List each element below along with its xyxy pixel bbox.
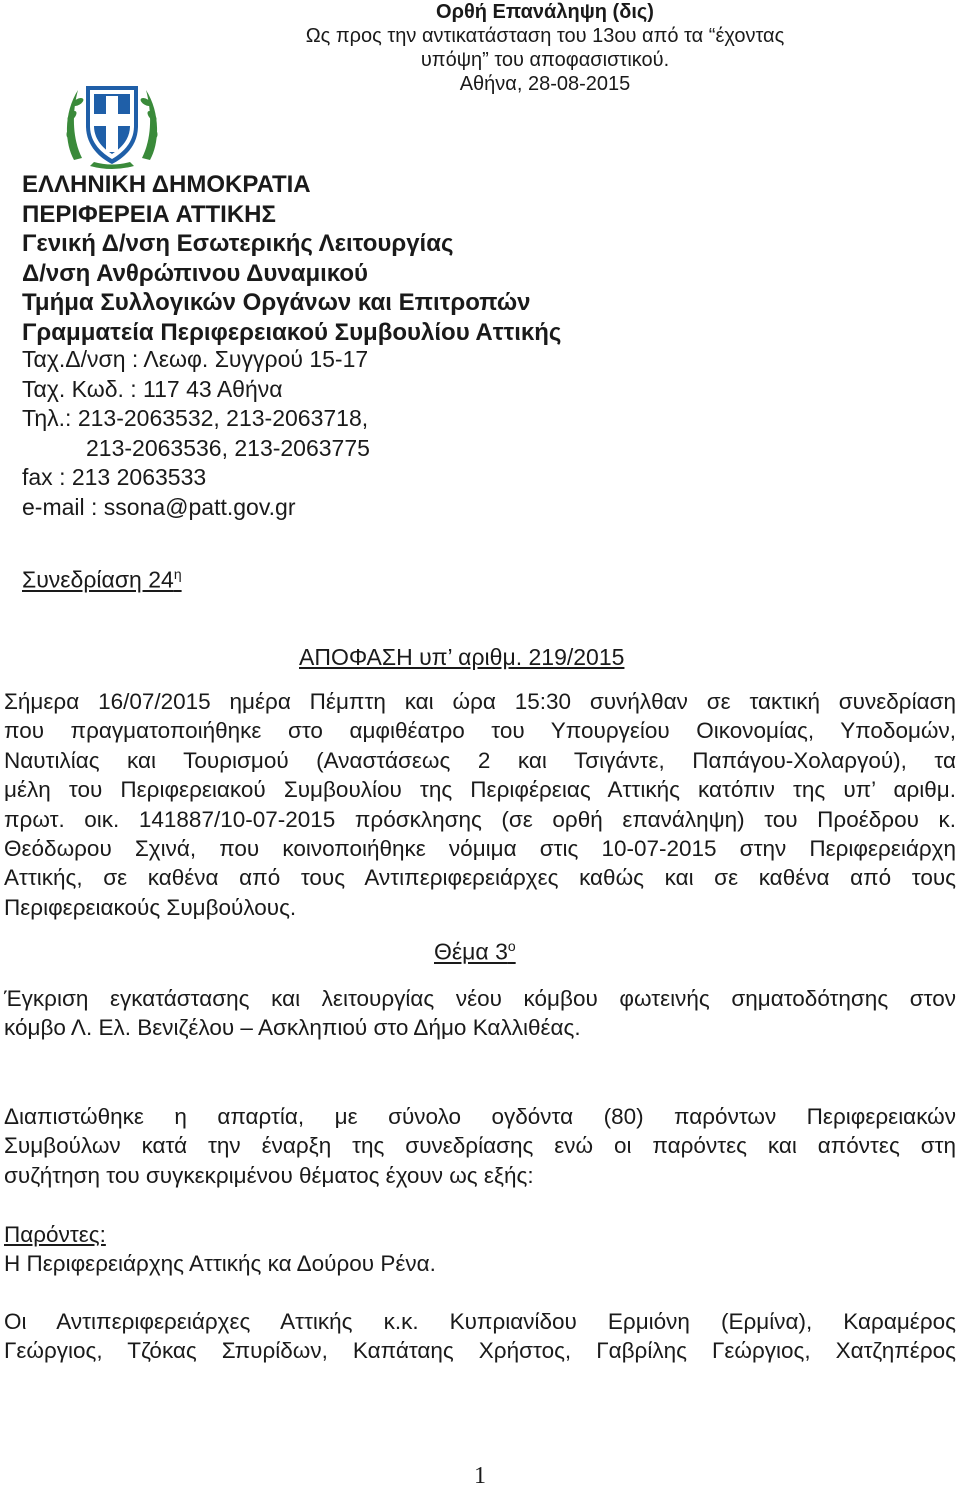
- paragraph-line: Συμβούλων κατά την έναρξη της συνεδρίασης ενώ οι παρόντες και απόντες στη: [4, 1133, 956, 1159]
- note-title: Ορθή Επανάληψη (δις): [436, 1, 654, 23]
- postal-code: Ταχ. Κωδ. : 117 43 Αθήνα: [22, 375, 283, 402]
- subject-paragraph: [4, 984, 956, 1043]
- paragraph-line: πρωτ. οικ. 141887/10-07-2015 πρόσκλησης (σε ορθή επανάληψη) του Προέδρου κ.: [4, 806, 956, 832]
- theme-sup: ο: [507, 938, 516, 954]
- email-address: e-mail : ssona@patt.gov.gr: [22, 493, 296, 520]
- fax-number: fax : 213 2063533: [22, 464, 207, 490]
- page-number: 1: [474, 1463, 486, 1489]
- contact-details: [22, 345, 370, 522]
- paragraph-line: κόμβο Λ. Ελ. Βενιζέλου – Ασκληπιού στο Δήμο Καλλιθέας.: [4, 1015, 581, 1041]
- paragraph-line: που πραγματοποιήθηκε στο αμφιθέατρο του Υπουργείου Οικονομίας, Υποδομών,: [4, 718, 956, 744]
- governor-line: Η Περιφερειάρχης Αττικής κα Δούρου Ρένα.: [4, 1251, 436, 1276]
- header-line: Γραμματεία Περιφερειακού Συμβουλίου Αττικής: [22, 318, 562, 346]
- paragraph-line: Περιφερειακούς Συμβούλους.: [4, 894, 297, 920]
- paragraph-line: Διαπιστώθηκε η απαρτία, με σύνολο ογδόντα (80) παρόντων Περιφερειακών: [4, 1104, 956, 1129]
- paragraph-line: Θεόδωρου Σχινά, που κοινοποιήθηκε νόμιμα στις 10-07-2015 στην Περιφερειάρχη: [4, 836, 956, 862]
- correction-note: [285, 0, 805, 96]
- header-line: ΠΕΡΙΦΕΡΕΙΑ ΑΤΤΙΚΗΣ: [22, 200, 276, 228]
- header-line: Τμήμα Συλλογικών Οργάνων και Επιτροπών: [22, 289, 531, 316]
- decision-title: ΑΠΟΦΑΣΗ υπ’ αριθμ. 219/2015: [299, 644, 625, 670]
- vice-governors-paragraph: [4, 1307, 956, 1366]
- phone-line-1: Τηλ.: 213-2063532, 213-2063718,: [22, 405, 369, 431]
- theme-text: Θέμα 3: [434, 938, 508, 965]
- paragraph-line: Σήμερα 16/07/2015 ημέρα Πέμπτη και ώρα 15:30 συνήλθαν σε τακτική συνεδρίαση: [4, 689, 956, 714]
- paragraph-line: Γεώργιος, Τζόκας Σπυρίδων, Καπάταης Χρήστος, Γαβρίλης Γεώργιος, Χατζηπέρος: [4, 1338, 956, 1364]
- paragraph-line: Αττικής, σε καθένα από τους Αντιπεριφερειάρχες καθώς και σε καθένα από τους: [4, 865, 956, 891]
- session-number: [22, 566, 182, 594]
- quorum-paragraph: [4, 1102, 956, 1190]
- paragraph-line: Οι Αντιπεριφερειάρχες Αττικής κ.κ. Κυπριανίδου Ερμιόνη (Ερμίνα), Καραμέρος: [4, 1309, 956, 1334]
- paragraph-line: μέλη του Περιφερειακού Συμβουλίου της Περιφέρειας Αττικής κατόπιν της υπ’ αριθμ.: [4, 777, 956, 803]
- session-text: Συνεδρίαση 24: [22, 566, 174, 593]
- paragraph-line: συζήτηση του συγκεκριμένου θέματος έχουν ως εξής:: [4, 1162, 534, 1188]
- note-line-2: υπόψη” του αποφασιστικού.: [420, 49, 670, 71]
- header-line: Γενική Δ/νση Εσωτερικής Λειτουργίας: [22, 230, 454, 257]
- authority-header: [22, 170, 561, 347]
- greek-coat-of-arms-emblem: [60, 72, 164, 176]
- note-date: Αθήνα, 28-08-2015: [459, 73, 631, 95]
- note-line-1: Ως προς την αντικατάσταση του 13ου από τα “έχοντας: [305, 25, 785, 47]
- header-line: Δ/νση Ανθρώπινου Δυναμικού: [22, 259, 369, 287]
- paragraph-line: Ναυτιλίας και Τουρισμού (Αναστάσεως 2 και Τσιγάντε, Παπάγου-Χολαργού), τα: [4, 747, 956, 773]
- theme-heading: [434, 938, 516, 966]
- session-sup: η: [173, 566, 182, 582]
- header-line: ΕΛΛΗΝΙΚΗ ΔΗΜΟΚΡΑΤΙΑ: [22, 171, 311, 198]
- present-label: Παρόντες:: [4, 1222, 106, 1247]
- postal-address: Ταχ.Δ/νση : Λεωφ. Συγγρού 15-17: [22, 346, 369, 372]
- phone-line-2: 213-2063536, 213-2063775: [86, 434, 370, 461]
- paragraph-line: Έγκριση εγκατάστασης και λειτουργίας νέου κόμβου φωτεινής σηματοδότησης στον: [4, 986, 956, 1011]
- intro-paragraph: [4, 687, 956, 922]
